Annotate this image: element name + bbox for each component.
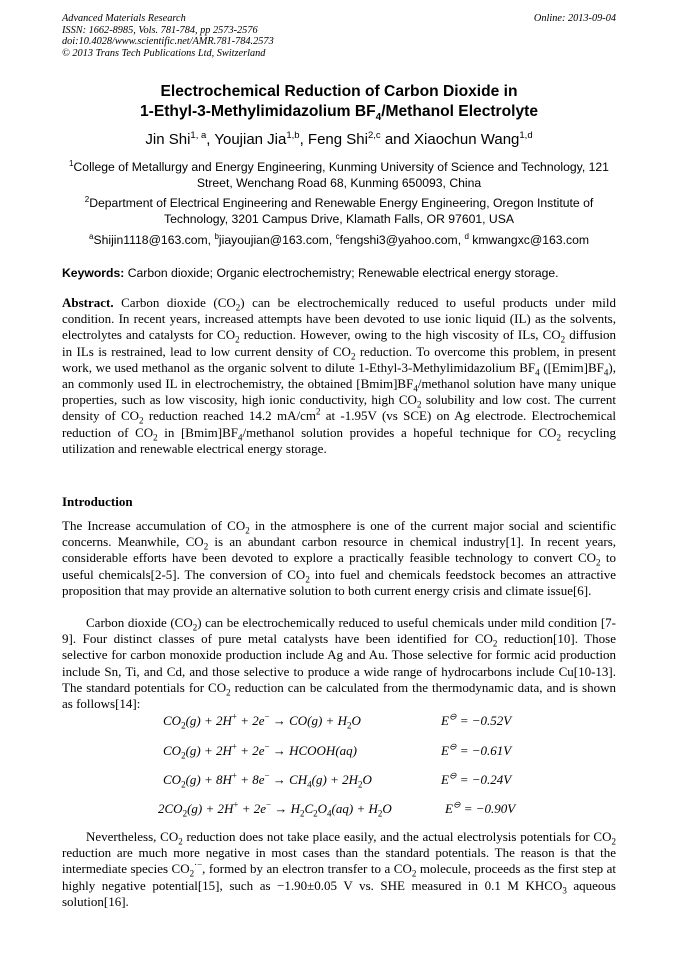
abstract: Abstract. Carbon dioxide $(CO_2)$ can be electrochemically reduced to useful products under mild condition. In recent years, increased attempts have been devoted to use ionic liquid (IL) as the solvents, electrolytes and catalysts for $CO_2$ reduction. However, owing to the high viscosity of ILs, $CO_2$ diffusion in ILs is restrained, lead to low current density of $CO_2$ reduction. To overcome this problem, in present work, we used methanol as the organic solvent to dilute 1-Ethyl-3-Methylimidazolium $BF_4$ $([Emim]BF_4)$, an commonly used IL in electrochemistry, the obtained $[Bmim]BF_4$/methanol solution have many unique properties, such as low viscosity, high ionic conductivity, high $CO_2$ solubility and low cost. The current density of $CO_2$ reduction reached 14.2 $mA/cm^2$ at -1.95V (vs SCE) on Ag electrode. Electrochemical reduction of $CO_2$ in $[Bmim]BF_4$/methanol solution provides a hopeful technique for $CO_2$ recycling utilization and renewable electrical energy storage. (62, 295, 616, 456)
title-line-2: 1-Ethyl-3-Methylimidazolium $BF_4$/Methanol Electrolyte (139, 103, 539, 124)
potential-2: E⊖ = −0.61V (441, 741, 512, 758)
online-date: Online: 2013-09-04 (533, 13, 616, 24)
author-name: Youjian Jia (214, 131, 287, 148)
keywords: Keywords: Carbon dioxide; Organic electrochemistry; Renewable electrical energy storage. (62, 266, 559, 280)
keywords-label: Keywords: (62, 266, 125, 280)
author-name: Feng Shi (307, 131, 368, 148)
title-line-1: Electrochemical Reduction of Carbon Dioxide in (160, 83, 518, 100)
intro-paragraph-1: The Increase accumulation of $CO_2$ in the atmosphere is one of the current major social and scientific concerns. Meanwhile, $CO_2$ is an abundant carbon resource in chemical industry[1]. In recent years, considerable efforts have been devoted to explore a practically feasible technology to convert $CO_2$ to useful chemicals[2-5]. The conversion of $CO_2$ into fuel and chemicals feedstock becomes an attractive proposition that may provide an alternative solution to both current energy crisis and climate issue[6]. (62, 518, 616, 598)
section-heading-introduction: Introduction (62, 494, 133, 509)
equation-1: $CO_2(g) + 2H^+ + 2e^- \to CO(g) + H_2O$ (163, 711, 361, 731)
email[interactable]: fengshi3@yahoo.com, (339, 233, 465, 248)
author-list: Jin Shi$^{1, a}$, Youjian Jia$^{1,b}$, Feng Shi$^{2,c}$ and Xiaochun Wang$^{1,d}$ (145, 130, 533, 148)
affiliation-1: $^1$College of Metallurgy and Energy Engineering, Kunming University of Science and Technology, 121 Street, Wenchang Road 68, Kunming 650093, China (69, 159, 609, 191)
author-name: Xiaochun Wang (414, 131, 520, 148)
paper-title (62, 82, 616, 128)
email[interactable]: jiayoujian@163.com, (218, 233, 336, 248)
intro-paragraph-2: Carbon dioxide $(CO_2)$ can be electrochemically reduced to useful chemicals under mild condition [7-9]. Four distinct classes of pure metal catalysts have been identified for $CO_2$ reduction[10]. Those selective for carbon monoxide production include Ag and Au. Those selective for formic acid production include Sn, Ti, and Cd, and those selective to produce a wide range of hydrocarbons include Cu[10-13]. The standard potentials for $CO_2$ reduction can be calculated from the thermodynamic data, and is shown as follows[14]: (62, 615, 617, 712)
equation-2: $CO_2(g) + 2H^+ + 2e^-$ → HCOOH(aq) (163, 741, 357, 761)
potential-1: E⊖ = −0.52V (441, 711, 512, 728)
email[interactable]: kmwangxc@163.com (468, 233, 589, 248)
email[interactable]: Shijin1118@163.com, (93, 233, 215, 248)
doi[interactable]: doi:10.4028/www.scientific.net/AMR.781-784.2573 (62, 36, 274, 48)
intro-paragraph-3: Nevertheless, $CO_2$ reduction does not take place easily, and the actual electrolysis potentials for $CO_2$ reduction are much more negative in most cases than the standard potentials. The reason is that the intermediate species $CO_2^{\cdot-}$, formed by an electron transfer to a $CO_2$ molecule, proceeds as the first step at highly negative potential[15], such as −1.90±0.05 V vs. SHE measured in 0.1 M $KHCO_3$ aqueous solution[16]. (62, 829, 616, 909)
journal-name: Advanced Materials Research (62, 13, 186, 24)
issn: ISSN: 1662-8985, Vols. 781-784, pp 2573-2576 (62, 24, 258, 36)
email-list: $^a$Shijin1118@163.com, $^b$jiayoujian@163.com, $^c$fengshi3@yahoo.com, $^d$ kmwangxc@163.com (89, 232, 589, 248)
journal-meta (62, 13, 274, 59)
affiliation-2: $^2$Department of Electrical Engineering and Renewable Energy Engineering, Oregon Institute of Technology, 3201 Campus Drive, Klamath Falls, OR 97601, USA (84, 195, 594, 227)
copyright: © 2013 Trans Tech Publications Ltd, Switzerland (62, 47, 266, 59)
potential-3: E⊖ = −0.24V (441, 770, 512, 787)
abstract-label: Abstract. (62, 295, 114, 310)
author-name: Jin Shi (145, 131, 191, 148)
equation-4: $2CO_2(g) + 2H^+ + 2e^- \to H_2C_2O_4(aq) + H_2O$ (158, 799, 392, 819)
equation-3: $CO_2(g) + 8H^+ + 8e^- \to CH_4(g) + 2H_2O$ (163, 770, 372, 790)
potential-4: E⊖ = −0.90V (445, 799, 516, 816)
